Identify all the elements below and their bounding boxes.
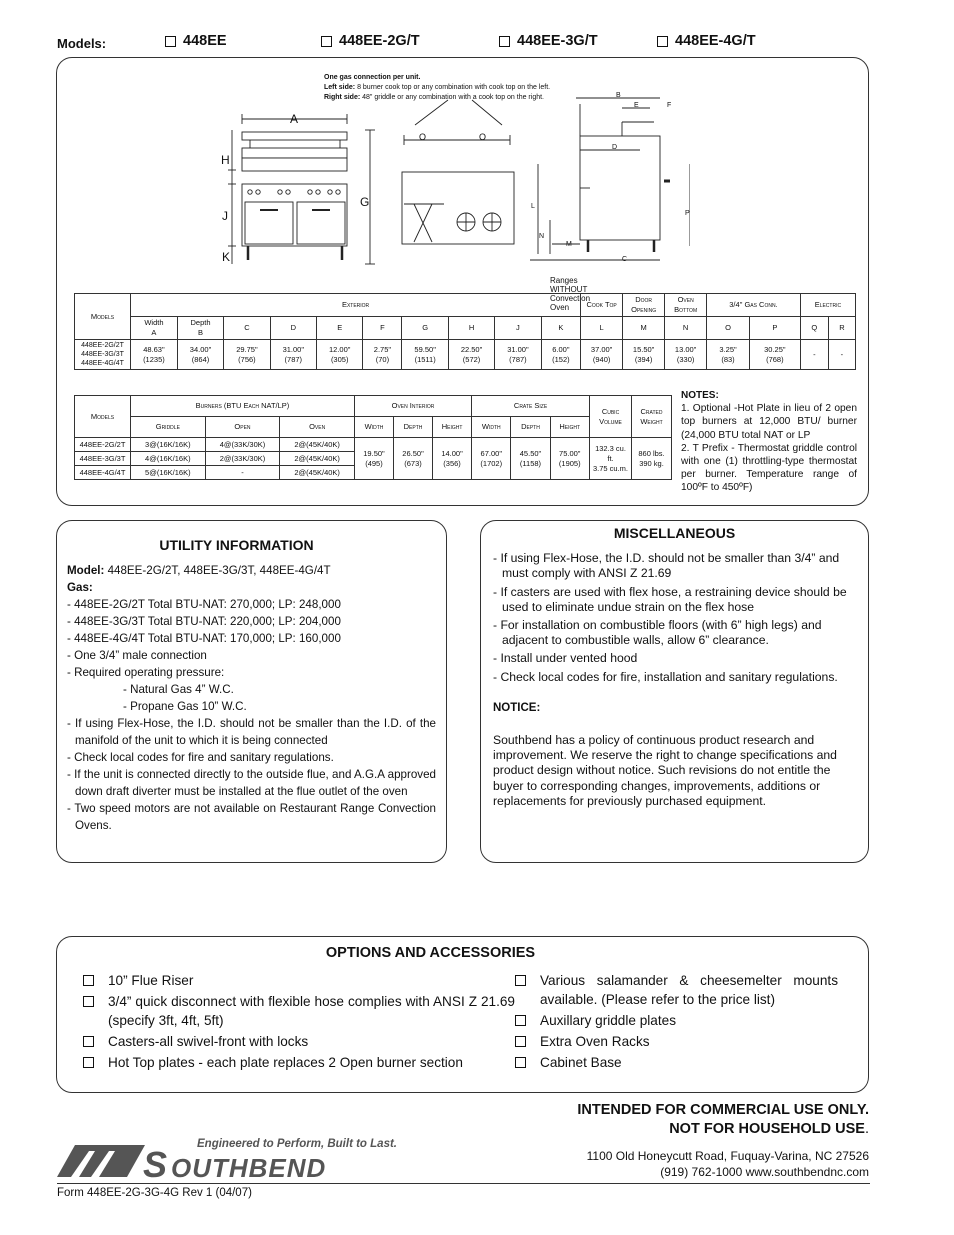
cs-width-header: Width [472, 417, 511, 438]
option-item[interactable]: 3/4” quick disconnect with flexible hose complies with ANSI Z 21.69 (specify 3ft, 4ft, 5ft) [83, 992, 515, 1030]
oven-bottom-header: Oven Bottom [665, 294, 707, 317]
dim-label: M [566, 241, 572, 248]
notice-text: Southbend has a policy of continuous product research and improvement. We reserve the right to change specifications and product design without notice. Such revisions do not entitle the buyer to corresponding changes, improvements, additions or replacements for previously purchased equipment. [493, 733, 837, 808]
burners-header: Burners (BTU Each NAT/LP) [131, 396, 355, 417]
col-k: K [541, 317, 581, 340]
exterior-dimensions-table [74, 293, 856, 370]
dim-label: L [531, 203, 535, 210]
list-item: - Check local codes for fire and sanitary regulations. [67, 751, 334, 764]
value-cell: 12.00" (305) [317, 340, 363, 370]
dim-label: A [290, 112, 299, 126]
drawing-note: One gas connection per unit. Left side: 8 burner cook top or any combination with cook top on the left. Right side: 48" griddle or any combination with a cook top on the right. [324, 74, 551, 101]
crate-size-header: Crate Size [472, 396, 590, 417]
cubic-volume-value: 132.3 cu. ft. 3.75 cu.m. [590, 438, 632, 480]
checkbox-icon[interactable] [657, 36, 668, 47]
range-drawings [170, 64, 690, 294]
col-depth: Depth B [177, 317, 223, 340]
cs-width-value: 67.00" (1702) [472, 438, 511, 480]
door-opening-header: Door Opening [623, 294, 665, 317]
col-g: G [402, 317, 448, 340]
option-item[interactable]: Extra Oven Racks [515, 1032, 838, 1051]
col-o: O [707, 317, 750, 340]
list-item: - 448EE-3G/3T Total BTU-NAT: 220,000; LP: 204,000 [67, 615, 341, 628]
utility-information-box [56, 520, 447, 863]
option-item[interactable]: Auxillary griddle plates [515, 1011, 838, 1030]
option-item[interactable]: Various salamander & cheesemelter mounts available. (Please refer to the price list) [515, 971, 838, 1009]
notes-title: NOTES: [681, 390, 719, 401]
list-item: - Required operating pressure: [67, 666, 225, 679]
dim-label: K [222, 250, 231, 264]
option-item[interactable]: 10” Flue Riser [83, 971, 515, 990]
value-cell: 30.25" (768) [749, 340, 800, 370]
list-item: - Propane Gas 10” W.C. [123, 700, 247, 713]
table-row: 448EE-3G/3T 4@(16K/16K) 2@(33K/30K) 2@(45K/40K) [75, 452, 672, 466]
oi-height-header: Height [433, 417, 472, 438]
exterior-header: Exterior [131, 294, 581, 317]
list-item: - One 3/4” male connection [67, 649, 207, 662]
list-item: - Two speed motors are not available on Restaurant Range Convection Ovens. [67, 802, 436, 832]
col-p: P [749, 317, 800, 340]
checkbox-icon[interactable] [321, 36, 332, 47]
col-r: R [828, 317, 855, 340]
list-item: - Natural Gas 4” W.C. [123, 683, 234, 696]
value-cell: 31.00" (787) [270, 340, 316, 370]
checkbox-icon[interactable] [165, 36, 176, 47]
value-cell: 48.63" (1235) [131, 340, 178, 370]
dim-label: O [479, 132, 487, 142]
value-cell: - [800, 340, 828, 370]
cs-height-value: 75.00" (1905) [550, 438, 590, 480]
drawing-caption: Ranges WITHOUT Convection Oven [550, 276, 591, 312]
burners-crate-table [74, 395, 672, 480]
oven-interior-header: Oven Interior [354, 396, 471, 417]
logo-tagline: Engineered to Perform, Built to Last. [197, 1138, 397, 1150]
gas-label: Gas: [67, 581, 93, 594]
option-item[interactable]: Casters-all swivel-front with locks [83, 1032, 515, 1051]
checkbox-icon[interactable] [499, 36, 510, 47]
models-label: Models: [57, 36, 107, 51]
miscellaneous-box [480, 520, 869, 863]
list-item: - 448EE-4G/4T Total BTU-NAT: 170,000; LP: 160,000 [67, 632, 341, 645]
dim-label: B [616, 92, 621, 99]
value-cell: 15.50" (394) [623, 340, 665, 370]
oi-width-header: Width [354, 417, 393, 438]
note-1: 1. Optional -Hot Plate in lieu of 2 open top burners at 12,000 BTU/ burner (24,000 BTU total NAT or LP [681, 403, 857, 441]
value-cell: 2.75" (70) [363, 340, 402, 370]
cs-depth-value: 45.50" (1158) [511, 438, 550, 480]
dim-label: C [622, 256, 628, 263]
models-header: Models [75, 294, 131, 340]
dim-label: O [419, 132, 427, 142]
griddle-header: Griddle [131, 417, 206, 438]
list-item: - If using Flex-Hose, the I.D. should not be smaller than 3/4” and must comply with ANSI Z 21.69 [493, 551, 840, 581]
dim-label: P [685, 210, 690, 217]
oi-depth-header: Depth [394, 417, 433, 438]
checkbox-icon[interactable] [515, 975, 526, 986]
dim-label: J [222, 209, 228, 223]
option-item[interactable]: Hot Top plates - each plate replaces 2 Open burner section [83, 1053, 515, 1072]
checkbox-icon[interactable] [83, 1057, 94, 1068]
checkbox-icon[interactable] [83, 975, 94, 986]
models-header: Models [75, 396, 131, 438]
value-cell: 37.00" (940) [581, 340, 623, 370]
model-option-3gt[interactable]: 448EE-3G/T [499, 33, 598, 49]
list-item: - Install under vented hood [493, 651, 638, 666]
dim-label: G [360, 195, 370, 209]
company-address: 1100 Old Honeycutt Road, Fuquay-Varina, NC 27526 (919) 762-1000 www.southbendnc.com [586, 1149, 869, 1179]
model-option-448ee[interactable]: 448EE [165, 33, 227, 49]
utility-title: UTILITY INFORMATION [159, 537, 314, 553]
dim-label: H [221, 153, 230, 167]
value-cell: 13.00" (330) [665, 340, 707, 370]
form-number: Form 448EE-2G-3G-4G Rev 1 (04/07) [57, 1187, 252, 1199]
list-item: - If the unit is connected directly to the outside flue, and A.G.A approved down draft diverter must be installed at the flue outlet of the oven [67, 768, 436, 798]
open-header: Open [205, 417, 280, 438]
value-cell: 3.25" (83) [707, 340, 750, 370]
col-c: C [224, 317, 270, 340]
front-view-drawing [228, 114, 375, 264]
value-cell: 29.75" (756) [224, 340, 270, 370]
table-row [75, 340, 856, 370]
col-m: M [623, 317, 665, 340]
side-view-drawing [530, 98, 690, 260]
list-item: - For installation on combustible floors (with 6” high legs) and adjacent to combustible walls, allow 6” clearance. [493, 618, 822, 648]
table-row: 448EE-4G/4T 5@(16K/16K) - 2@(45K/40K) [75, 466, 672, 480]
oi-width-value: 19.50" (495) [354, 438, 393, 480]
oi-height-value: 14.00" (356) [433, 438, 472, 480]
notice-title: NOTICE: [493, 701, 541, 714]
checkbox-icon[interactable] [515, 1036, 526, 1047]
misc-title: MISCELLANEOUS [613, 525, 736, 541]
models-row [57, 33, 869, 53]
col-f: F [363, 317, 402, 340]
checkbox-icon[interactable] [515, 1057, 526, 1068]
value-cell: 59.50" (1511) [402, 340, 448, 370]
footer-divider [57, 1183, 870, 1184]
crated-weight-header: Crated Weight [632, 396, 672, 438]
oi-depth-value: 26.50" (673) [394, 438, 433, 480]
utility-model: Model: 448EE-2G/2T, 448EE-3G/3T, 448EE-4G/4T [67, 564, 331, 577]
commercial-use-notice: INTENDED FOR COMMERCIAL USE ONLY. NOT FOR HOUSEHOLD USE. [577, 1102, 869, 1137]
note-2: 2. T Prefix - Thermostat griddle control with one (1) throttling-type thermostat per burner. Temperature range of 100ºF to 450ºF) [681, 442, 857, 494]
top-view-drawing [402, 100, 514, 244]
list-item: - If using Flex-Hose, the I.D. should not be smaller than the I.D. of the manifold of the unit to which it is being connected [67, 717, 436, 747]
col-e: E [317, 317, 363, 340]
checkbox-icon[interactable] [83, 996, 94, 1007]
col-j: J [495, 317, 541, 340]
gas-conn-header: 3/4" Gas Conn. [707, 294, 801, 317]
dim-label: E [634, 102, 639, 109]
col-l: L [581, 317, 623, 340]
option-item[interactable]: Cabinet Base [515, 1053, 838, 1072]
dim-label: F [667, 102, 672, 109]
value-cell: 34.00" (864) [177, 340, 223, 370]
checkbox-icon[interactable] [515, 1015, 526, 1026]
list-item: - Check local codes for fire, installation and sanitary regulations. [493, 669, 838, 684]
model-option-4gt[interactable]: 448EE-4G/T [657, 33, 756, 49]
value-cell: 22.50" (572) [448, 340, 494, 370]
value-cell: 31.00" (787) [495, 340, 541, 370]
electric-header: Electric [800, 294, 855, 317]
col-width: Width A [131, 317, 178, 340]
col-q: Q [800, 317, 828, 340]
list-item: - If casters are used with flex hose, a restraining device should be used to eliminate undue strain on the flex hose [493, 584, 847, 614]
model-option-2gt[interactable]: 448EE-2G/T [321, 33, 420, 49]
southbend-logo [57, 1137, 447, 1179]
options-title: OPTIONS AND ACCESSORIES [325, 945, 536, 961]
value-cell: - [828, 340, 855, 370]
cook-top-header: Cook Top [581, 294, 623, 317]
col-d: D [270, 317, 316, 340]
logo-brand-name: OUTHBEND [171, 1153, 327, 1179]
col-n: N [665, 317, 707, 340]
checkbox-icon[interactable] [83, 1036, 94, 1047]
notes-block [681, 389, 857, 495]
oven-header: Oven [280, 417, 355, 438]
cubic-volume-header: Cubic Volume [590, 396, 632, 438]
cs-height-header: Height [550, 417, 590, 438]
col-h: H [448, 317, 494, 340]
table-row: 448EE-2G/2T 3@(16K/16K) 4@(33K/30K) 2@(45K/40K) 19.50" (495) 26.50" (673) 14.00" (356) 67.00" (1702) 45.50" (1158) 75.00" (1905) 132.3 cu. ft. 3.75 cu.m. 860 lbs. 390 kg. [75, 438, 672, 452]
value-cell: 6.00" (152) [541, 340, 581, 370]
model-list: 448EE-2G/2T 448EE-3G/3T 448EE-4G/4T [75, 340, 131, 370]
list-item: - 448EE-2G/2T Total BTU-NAT: 270,000; LP: 248,000 [67, 598, 341, 611]
cs-depth-header: Depth [511, 417, 550, 438]
dim-label: D [612, 144, 618, 151]
dim-label: N [539, 233, 545, 240]
logo-brand-initial: S [143, 1144, 168, 1179]
crated-weight-value: 860 lbs. 390 kg. [632, 438, 672, 480]
options-accessories-box [56, 936, 869, 1093]
